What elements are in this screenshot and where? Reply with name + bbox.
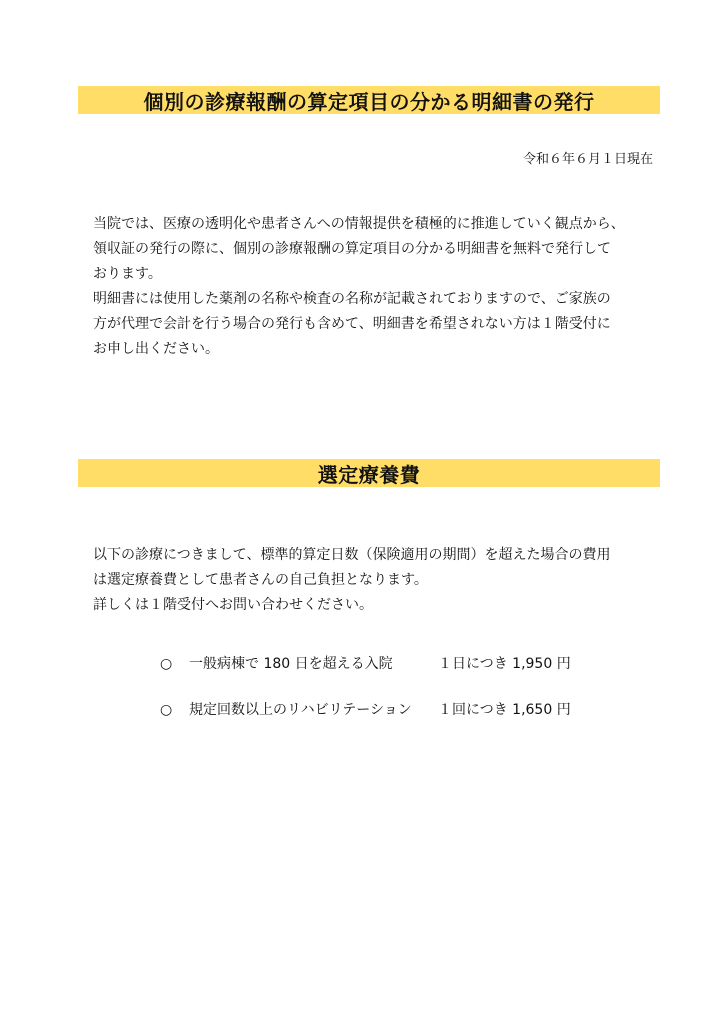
fee-item-inpatient	[160, 654, 600, 674]
fee-item-price: １回につき 1,650 円	[438, 702, 571, 718]
fee-item-label: 一般病棟で 180 日を超える入院	[189, 656, 393, 672]
paragraph-line: 明細書には使用した薬剤の名称や検査の名称が記載されておりますので、ご家族の	[93, 291, 611, 307]
paragraph-line: 当院では、医療の透明化や患者さんへの情報提供を積極的に推進していく観点から、	[93, 216, 625, 232]
paragraph-line: は選定療養費として患者さんの自己負担となります。	[93, 572, 428, 588]
paragraph-line: お申し出ください。	[93, 341, 219, 357]
paragraph-line: 詳しくは１階受付へお問い合わせください。	[93, 597, 373, 613]
heading-title: 個別の診療報酬の算定項目の分かる明細書の発行	[143, 89, 595, 114]
fee-item-price: １日につき 1,950 円	[438, 656, 571, 672]
section-heading-meisaisho	[78, 86, 660, 114]
paragraph-line: 以下の診療につきまして、標準的算定日数（保険適用の期間）を超えた場合の費用	[93, 547, 611, 563]
paragraph-line: おります。	[93, 266, 162, 282]
meisaisho-description	[93, 212, 653, 362]
circle-bullet-icon: ○	[160, 702, 173, 718]
heading-title: 選定療養費	[317, 462, 421, 487]
paragraph-line: 領収証の発行の際に、個別の診療報酬の算定項目の分かる明細書を無料で発行して	[93, 241, 611, 257]
effective-date: 令和６年６月１日現在	[522, 152, 653, 167]
fee-item-label: 規定回数以上のリハビリテーション	[189, 702, 412, 718]
sentei-ryoyohi-description	[93, 543, 653, 618]
section-heading-sentei-ryoyohi	[78, 459, 660, 487]
circle-bullet-icon: ○	[160, 656, 173, 672]
fee-item-rehabilitation	[160, 700, 600, 720]
paragraph-line: 方が代理で会計を行う場合の発行も含めて、明細書を希望されない方は１階受付に	[93, 316, 611, 332]
